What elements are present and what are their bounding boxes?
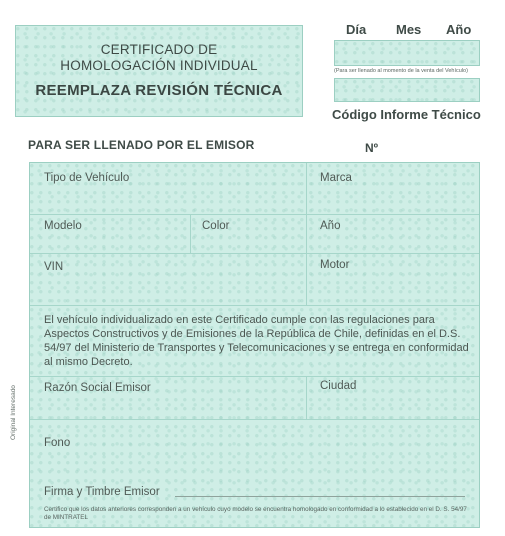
footer-certification: Certifico que los datos anteriores corresponden a un vehículo cuyo modelo se encuentra homologado en conformidad a lo establecido en el D. S. 54/97 de MINTRATEL xyxy=(44,506,467,521)
field-ano[interactable]: Año xyxy=(320,220,341,232)
field-motor[interactable]: Motor xyxy=(320,259,350,271)
field-razon-social[interactable]: Razón Social Emisor xyxy=(44,382,151,394)
emisor-form xyxy=(29,162,480,528)
field-modelo[interactable]: Modelo xyxy=(44,220,82,232)
field-color[interactable]: Color xyxy=(202,220,230,232)
side-label: Original Interesado xyxy=(10,385,17,440)
date-input-box[interactable] xyxy=(334,40,480,66)
section-header: PARA SER LLENADO POR EL EMISOR xyxy=(28,138,255,152)
signature-line xyxy=(175,496,465,497)
field-tipo-vehiculo[interactable]: Tipo de Vehículo xyxy=(44,172,130,184)
field-vin[interactable]: VIN xyxy=(44,261,64,273)
column-divider xyxy=(190,214,191,253)
row-divider xyxy=(30,376,479,377)
compliance-paragraph: El vehículo individualizado en este Certificado cumple con las regulaciones para Aspectos Constructivos y de Emisiones de la República de Chile, definidas en el D.S. 54/97 del Ministerio de Transportes y Telecomunicaciones y se entrega en conformidad al mismo Decreto. xyxy=(44,314,469,368)
date-note: (Para ser llenado al momento de la venta del Vehículo) xyxy=(334,68,468,74)
column-divider xyxy=(306,163,307,305)
row-divider xyxy=(30,305,479,306)
field-fono[interactable]: Fono xyxy=(44,437,71,449)
row-divider xyxy=(30,214,479,215)
title-line-3: REEMPLAZA REVISIÓN TÉCNICA xyxy=(35,82,283,99)
numero-label: Nº xyxy=(365,141,379,155)
certificate-title-box xyxy=(15,25,303,117)
date-year-label: Año xyxy=(446,22,472,37)
date-day-label: Día xyxy=(346,22,367,37)
field-ciudad[interactable]: Ciudad xyxy=(320,380,357,392)
field-firma-timbre[interactable]: Firma y Timbre Emisor xyxy=(44,486,160,498)
field-marca[interactable]: Marca xyxy=(320,172,352,184)
title-line-2: HOMOLOGACIÓN INDIVIDUAL xyxy=(60,58,258,73)
row-divider xyxy=(30,253,479,254)
column-divider xyxy=(306,376,307,419)
codigo-informe-label: Código Informe Técnico xyxy=(332,107,481,122)
row-divider xyxy=(30,419,479,420)
codigo-input-box[interactable] xyxy=(334,78,480,102)
title-line-1: CERTIFICADO DE xyxy=(100,42,218,57)
date-month-label: Mes xyxy=(396,22,422,37)
